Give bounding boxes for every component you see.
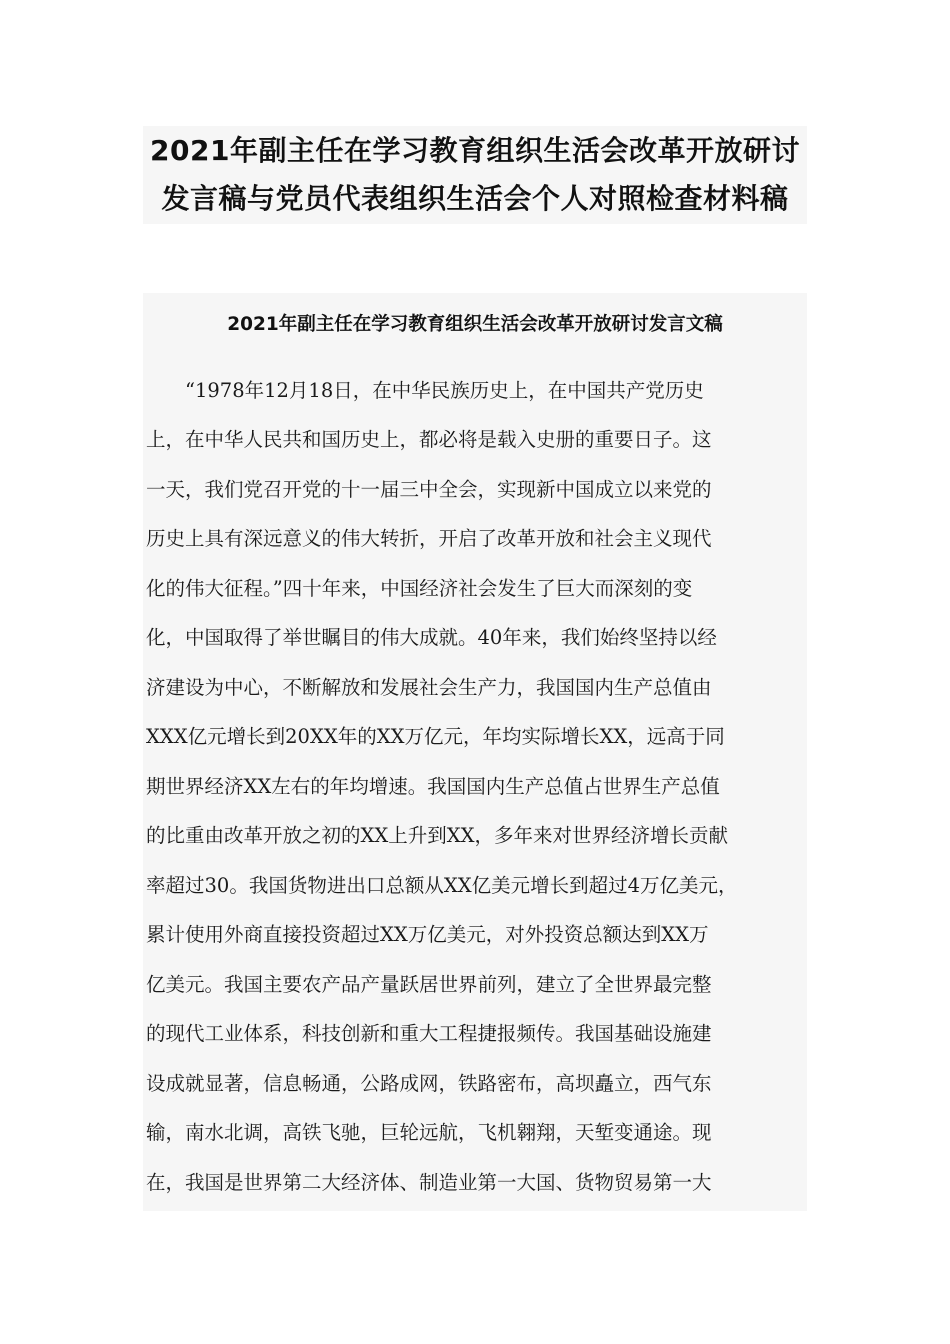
paragraph-line: 上，在中华人民共和国历史上，都必将是载入史册的重要日子。这 <box>146 428 712 451</box>
paragraph-line: 历史上具有深远意义的伟大转折，开启了改革开放和社会主义现代 <box>146 527 712 550</box>
paragraph-line: XXX亿元增长到20XX年的XX万亿元，年均实际增长XX，远高于同 <box>146 725 725 748</box>
paragraph-line: 化，中国取得了举世瞩目的伟大成就。40年来，我们始终坚持以经 <box>146 626 717 649</box>
document-title-line-1: 2021年副主任在学习教育组织生活会改革开放研讨 <box>150 134 800 167</box>
section-title: 2021年副主任在学习教育组织生活会改革开放研讨发言文稿 <box>227 314 723 335</box>
paragraph-line: 累计使用外商直接投资超过XX万亿美元，对外投资总额达到XX万 <box>146 923 709 946</box>
paragraph-line: 率超过30。我国货物进出口总额从XX亿美元增长到超过4万亿美元， <box>146 874 738 897</box>
document-title <box>143 126 807 224</box>
paragraph-line: 亿美元。我国主要农产品产量跃居世界前列，建立了全世界最完整 <box>146 973 712 996</box>
paragraph-line: “1978年12月18日，在中华民族历史上，在中国共产党历史 <box>146 379 704 402</box>
paragraph-line: 设成就显著，信息畅通，公路成网，铁路密布，高坝矗立，西气东 <box>146 1072 712 1095</box>
paragraph-line: 济建设为中心，不断解放和发展社会生产力，我国国内生产总值由 <box>146 676 712 699</box>
paragraph-line: 在，我国是世界第二大经济体、制造业第一大国、货物贸易第一大 <box>146 1171 712 1194</box>
paragraph-line: 输，南水北调，高铁飞驰，巨轮远航，飞机翱翔，天堑变通途。现 <box>146 1121 712 1144</box>
document-title-line-2: 发言稿与党员代表组织生活会个人对照检查材料稿 <box>161 182 789 215</box>
paragraph-line: 期世界经济XX左右的年均增速。我国国内生产总值占世界生产总值 <box>146 775 720 798</box>
paragraph-line: 的现代工业体系，科技创新和重大工程捷报频传。我国基础设施建 <box>146 1022 712 1045</box>
paragraph-line: 的比重由改革开放之初的XX上升到XX，多年来对世界经济增长贡献 <box>146 824 729 847</box>
document-body <box>143 293 807 1211</box>
paragraph-line: 一天，我们党召开党的十一届三中全会，实现新中国成立以来党的 <box>146 478 712 501</box>
paragraph-line: 化的伟大征程。”四十年来，中国经济社会发生了巨大而深刻的变 <box>146 577 693 600</box>
